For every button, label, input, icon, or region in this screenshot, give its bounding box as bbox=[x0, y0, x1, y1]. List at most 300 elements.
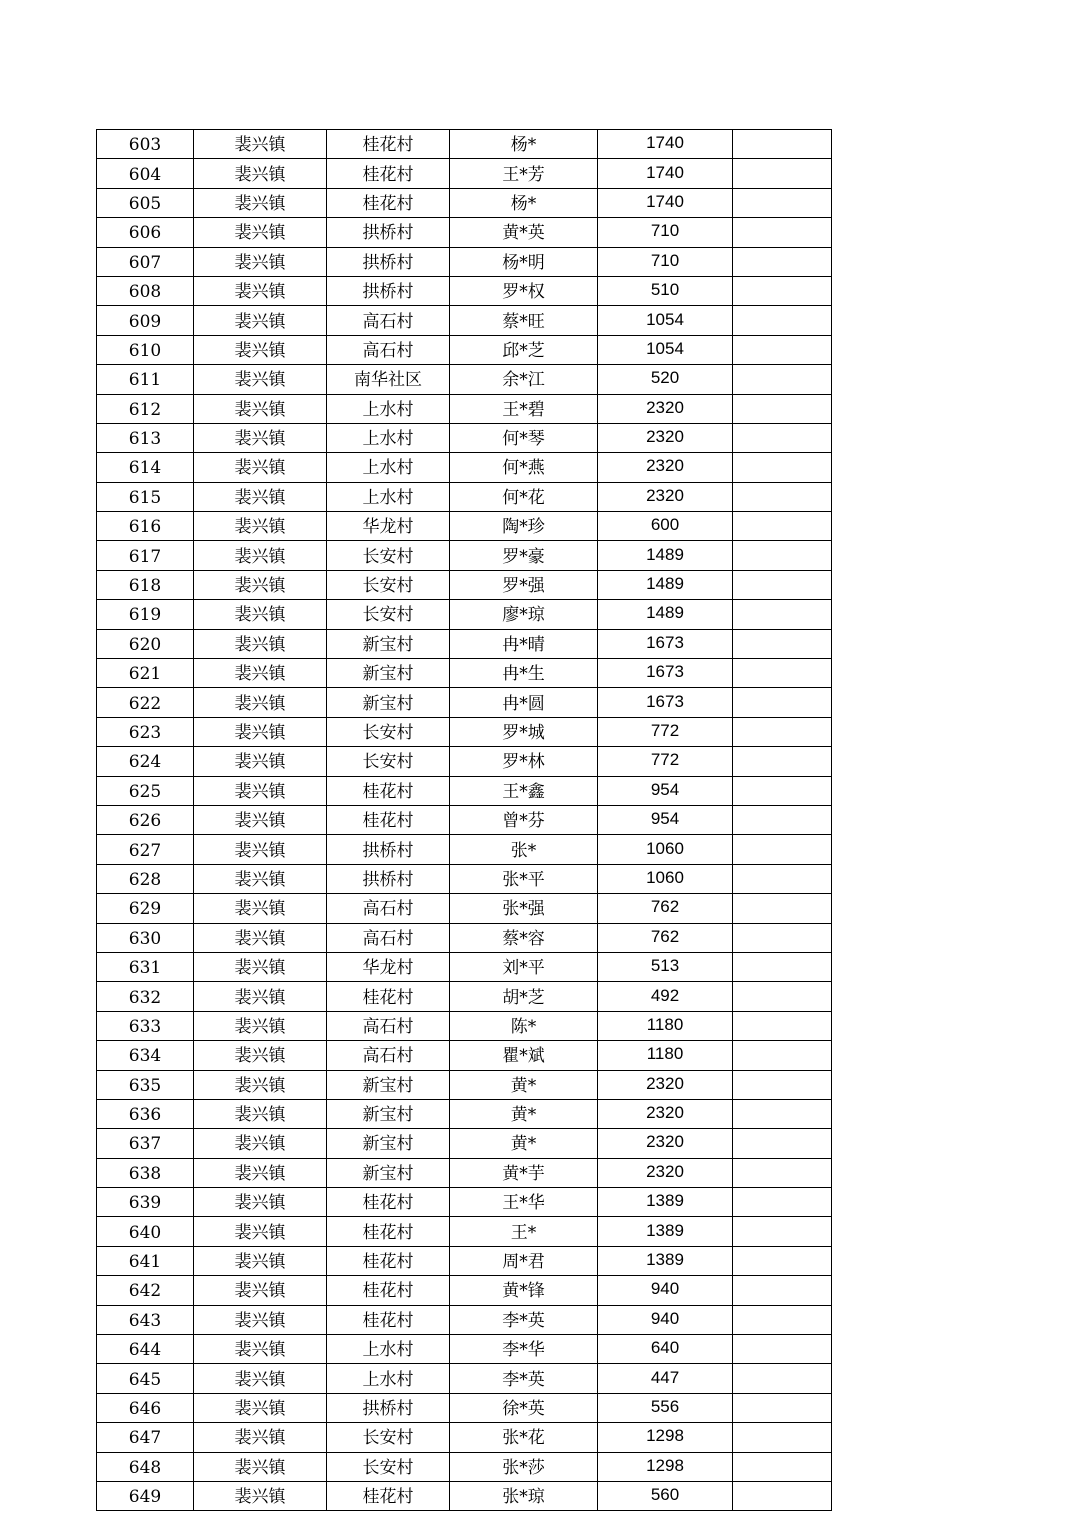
amount-cell: 1060 bbox=[598, 835, 733, 864]
name-cell: 曾*芬 bbox=[450, 805, 598, 834]
table-row bbox=[97, 835, 832, 864]
town-cell: 裴兴镇 bbox=[194, 864, 327, 893]
town-cell: 裴兴镇 bbox=[194, 923, 327, 952]
village-cell: 上水村 bbox=[327, 394, 450, 423]
village-cell: 桂花村 bbox=[327, 982, 450, 1011]
table-row bbox=[97, 306, 832, 335]
row-number-cell: 604 bbox=[97, 159, 194, 188]
town-cell: 裴兴镇 bbox=[194, 835, 327, 864]
amount-cell: 510 bbox=[598, 276, 733, 305]
table-row bbox=[97, 923, 832, 952]
name-cell: 罗*城 bbox=[450, 717, 598, 746]
town-cell: 裴兴镇 bbox=[194, 1452, 327, 1481]
row-number-cell: 646 bbox=[97, 1393, 194, 1422]
note-cell bbox=[733, 335, 832, 364]
table-row bbox=[97, 1246, 832, 1275]
town-cell: 裴兴镇 bbox=[194, 1188, 327, 1217]
table-row bbox=[97, 1188, 832, 1217]
name-cell: 张*花 bbox=[450, 1423, 598, 1452]
note-cell bbox=[733, 188, 832, 217]
amount-cell: 1489 bbox=[598, 570, 733, 599]
amount-cell: 447 bbox=[598, 1364, 733, 1393]
row-number-cell: 627 bbox=[97, 835, 194, 864]
row-number-cell: 634 bbox=[97, 1041, 194, 1070]
name-cell: 张*强 bbox=[450, 894, 598, 923]
note-cell bbox=[733, 864, 832, 893]
amount-cell: 762 bbox=[598, 923, 733, 952]
table-row bbox=[97, 1217, 832, 1246]
village-cell: 高石村 bbox=[327, 1011, 450, 1040]
amount-cell: 710 bbox=[598, 218, 733, 247]
amount-cell: 2320 bbox=[598, 1099, 733, 1128]
name-cell: 张* bbox=[450, 835, 598, 864]
table-row bbox=[97, 541, 832, 570]
town-cell: 裴兴镇 bbox=[194, 570, 327, 599]
amount-cell: 2320 bbox=[598, 453, 733, 482]
village-cell: 高石村 bbox=[327, 894, 450, 923]
note-cell bbox=[733, 776, 832, 805]
table-row bbox=[97, 1393, 832, 1422]
row-number-cell: 639 bbox=[97, 1188, 194, 1217]
amount-cell: 2320 bbox=[598, 1158, 733, 1187]
row-number-cell: 621 bbox=[97, 659, 194, 688]
town-cell: 裴兴镇 bbox=[194, 688, 327, 717]
village-cell: 桂花村 bbox=[327, 1246, 450, 1275]
note-cell bbox=[733, 1452, 832, 1481]
village-cell: 新宝村 bbox=[327, 1070, 450, 1099]
table-row bbox=[97, 1070, 832, 1099]
amount-cell: 1054 bbox=[598, 306, 733, 335]
note-cell bbox=[733, 952, 832, 981]
town-cell: 裴兴镇 bbox=[194, 1217, 327, 1246]
village-cell: 拱桥村 bbox=[327, 864, 450, 893]
town-cell: 裴兴镇 bbox=[194, 659, 327, 688]
town-cell: 裴兴镇 bbox=[194, 1335, 327, 1364]
note-cell bbox=[733, 1188, 832, 1217]
table-row bbox=[97, 188, 832, 217]
village-cell: 高石村 bbox=[327, 306, 450, 335]
name-cell: 蔡*旺 bbox=[450, 306, 598, 335]
town-cell: 裴兴镇 bbox=[194, 394, 327, 423]
village-cell: 桂花村 bbox=[327, 1481, 450, 1510]
name-cell: 胡*芝 bbox=[450, 982, 598, 1011]
note-cell bbox=[733, 1481, 832, 1510]
row-number-cell: 645 bbox=[97, 1364, 194, 1393]
amount-cell: 762 bbox=[598, 894, 733, 923]
table-row bbox=[97, 423, 832, 452]
town-cell: 裴兴镇 bbox=[194, 130, 327, 159]
note-cell bbox=[733, 982, 832, 1011]
note-cell bbox=[733, 805, 832, 834]
village-cell: 新宝村 bbox=[327, 688, 450, 717]
name-cell: 蔡*容 bbox=[450, 923, 598, 952]
table-row bbox=[97, 1335, 832, 1364]
row-number-cell: 615 bbox=[97, 482, 194, 511]
village-cell: 拱桥村 bbox=[327, 247, 450, 276]
row-number-cell: 635 bbox=[97, 1070, 194, 1099]
note-cell bbox=[733, 365, 832, 394]
town-cell: 裴兴镇 bbox=[194, 805, 327, 834]
amount-cell: 772 bbox=[598, 747, 733, 776]
town-cell: 裴兴镇 bbox=[194, 1481, 327, 1510]
note-cell bbox=[733, 629, 832, 658]
town-cell: 裴兴镇 bbox=[194, 512, 327, 541]
village-cell: 长安村 bbox=[327, 541, 450, 570]
table-row bbox=[97, 952, 832, 981]
amount-cell: 1389 bbox=[598, 1217, 733, 1246]
amount-cell: 560 bbox=[598, 1481, 733, 1510]
town-cell: 裴兴镇 bbox=[194, 218, 327, 247]
note-cell bbox=[733, 717, 832, 746]
amount-cell: 2320 bbox=[598, 1070, 733, 1099]
amount-cell: 1673 bbox=[598, 688, 733, 717]
row-number-cell: 644 bbox=[97, 1335, 194, 1364]
village-cell: 长安村 bbox=[327, 1423, 450, 1452]
amount-cell: 710 bbox=[598, 247, 733, 276]
village-cell: 南华社区 bbox=[327, 365, 450, 394]
amount-cell: 940 bbox=[598, 1305, 733, 1334]
name-cell: 李*英 bbox=[450, 1305, 598, 1334]
table-row bbox=[97, 600, 832, 629]
note-cell bbox=[733, 1423, 832, 1452]
village-cell: 桂花村 bbox=[327, 1276, 450, 1305]
town-cell: 裴兴镇 bbox=[194, 776, 327, 805]
village-cell: 桂花村 bbox=[327, 1188, 450, 1217]
table-row bbox=[97, 482, 832, 511]
row-number-cell: 640 bbox=[97, 1217, 194, 1246]
name-cell: 何*琴 bbox=[450, 423, 598, 452]
name-cell: 黄*英 bbox=[450, 218, 598, 247]
row-number-cell: 617 bbox=[97, 541, 194, 570]
name-cell: 邱*芝 bbox=[450, 335, 598, 364]
row-number-cell: 614 bbox=[97, 453, 194, 482]
row-number-cell: 624 bbox=[97, 747, 194, 776]
table-row bbox=[97, 688, 832, 717]
village-cell: 高石村 bbox=[327, 923, 450, 952]
row-number-cell: 618 bbox=[97, 570, 194, 599]
table-row bbox=[97, 1305, 832, 1334]
row-number-cell: 608 bbox=[97, 276, 194, 305]
town-cell: 裴兴镇 bbox=[194, 306, 327, 335]
name-cell: 张*琼 bbox=[450, 1481, 598, 1510]
village-cell: 桂花村 bbox=[327, 188, 450, 217]
village-cell: 桂花村 bbox=[327, 805, 450, 834]
row-number-cell: 620 bbox=[97, 629, 194, 658]
town-cell: 裴兴镇 bbox=[194, 600, 327, 629]
table-row bbox=[97, 130, 832, 159]
amount-cell: 1740 bbox=[598, 130, 733, 159]
town-cell: 裴兴镇 bbox=[194, 1041, 327, 1070]
note-cell bbox=[733, 1129, 832, 1158]
name-cell: 何*花 bbox=[450, 482, 598, 511]
amount-cell: 1298 bbox=[598, 1452, 733, 1481]
town-cell: 裴兴镇 bbox=[194, 1011, 327, 1040]
note-cell bbox=[733, 276, 832, 305]
note-cell bbox=[733, 1011, 832, 1040]
amount-cell: 954 bbox=[598, 805, 733, 834]
row-number-cell: 616 bbox=[97, 512, 194, 541]
amount-cell: 954 bbox=[598, 776, 733, 805]
row-number-cell: 603 bbox=[97, 130, 194, 159]
note-cell bbox=[733, 1099, 832, 1128]
town-cell: 裴兴镇 bbox=[194, 747, 327, 776]
note-cell bbox=[733, 835, 832, 864]
row-number-cell: 629 bbox=[97, 894, 194, 923]
table-row bbox=[97, 453, 832, 482]
name-cell: 黄* bbox=[450, 1070, 598, 1099]
amount-cell: 513 bbox=[598, 952, 733, 981]
village-cell: 长安村 bbox=[327, 747, 450, 776]
table-row bbox=[97, 1364, 832, 1393]
name-cell: 廖*琼 bbox=[450, 600, 598, 629]
amount-cell: 1054 bbox=[598, 335, 733, 364]
note-cell bbox=[733, 1158, 832, 1187]
table-row bbox=[97, 894, 832, 923]
row-number-cell: 622 bbox=[97, 688, 194, 717]
table-row bbox=[97, 805, 832, 834]
amount-cell: 1673 bbox=[598, 659, 733, 688]
table-row bbox=[97, 629, 832, 658]
name-cell: 冉*生 bbox=[450, 659, 598, 688]
amount-cell: 1489 bbox=[598, 541, 733, 570]
name-cell: 杨* bbox=[450, 188, 598, 217]
name-cell: 周*君 bbox=[450, 1246, 598, 1275]
town-cell: 裴兴镇 bbox=[194, 541, 327, 570]
name-cell: 罗*林 bbox=[450, 747, 598, 776]
amount-cell: 640 bbox=[598, 1335, 733, 1364]
name-cell: 冉*晴 bbox=[450, 629, 598, 658]
town-cell: 裴兴镇 bbox=[194, 1158, 327, 1187]
town-cell: 裴兴镇 bbox=[194, 1364, 327, 1393]
amount-cell: 1389 bbox=[598, 1188, 733, 1217]
row-number-cell: 611 bbox=[97, 365, 194, 394]
town-cell: 裴兴镇 bbox=[194, 1070, 327, 1099]
table-row bbox=[97, 570, 832, 599]
village-cell: 华龙村 bbox=[327, 952, 450, 981]
name-cell: 李*英 bbox=[450, 1364, 598, 1393]
note-cell bbox=[733, 1335, 832, 1364]
name-cell: 陶*珍 bbox=[450, 512, 598, 541]
name-cell: 黄* bbox=[450, 1129, 598, 1158]
table-row bbox=[97, 1481, 832, 1510]
row-number-cell: 647 bbox=[97, 1423, 194, 1452]
note-cell bbox=[733, 1276, 832, 1305]
table-row bbox=[97, 1011, 832, 1040]
village-cell: 新宝村 bbox=[327, 629, 450, 658]
town-cell: 裴兴镇 bbox=[194, 982, 327, 1011]
village-cell: 新宝村 bbox=[327, 1158, 450, 1187]
name-cell: 余*江 bbox=[450, 365, 598, 394]
town-cell: 裴兴镇 bbox=[194, 1276, 327, 1305]
table-row bbox=[97, 717, 832, 746]
row-number-cell: 631 bbox=[97, 952, 194, 981]
table-row bbox=[97, 659, 832, 688]
village-cell: 上水村 bbox=[327, 482, 450, 511]
table-row bbox=[97, 1276, 832, 1305]
town-cell: 裴兴镇 bbox=[194, 1393, 327, 1422]
village-cell: 桂花村 bbox=[327, 159, 450, 188]
village-cell: 长安村 bbox=[327, 600, 450, 629]
town-cell: 裴兴镇 bbox=[194, 894, 327, 923]
village-cell: 新宝村 bbox=[327, 659, 450, 688]
town-cell: 裴兴镇 bbox=[194, 952, 327, 981]
village-cell: 拱桥村 bbox=[327, 218, 450, 247]
note-cell bbox=[733, 1041, 832, 1070]
row-number-cell: 606 bbox=[97, 218, 194, 247]
amount-cell: 1489 bbox=[598, 600, 733, 629]
table-row bbox=[97, 365, 832, 394]
amount-cell: 1180 bbox=[598, 1011, 733, 1040]
note-cell bbox=[733, 747, 832, 776]
table-row bbox=[97, 1129, 832, 1158]
village-cell: 长安村 bbox=[327, 1452, 450, 1481]
village-cell: 上水村 bbox=[327, 453, 450, 482]
row-number-cell: 625 bbox=[97, 776, 194, 805]
note-cell bbox=[733, 306, 832, 335]
table-row bbox=[97, 776, 832, 805]
name-cell: 张*平 bbox=[450, 864, 598, 893]
village-cell: 桂花村 bbox=[327, 1217, 450, 1246]
amount-cell: 2320 bbox=[598, 482, 733, 511]
table-row bbox=[97, 247, 832, 276]
table-row bbox=[97, 335, 832, 364]
row-number-cell: 619 bbox=[97, 600, 194, 629]
village-cell: 新宝村 bbox=[327, 1129, 450, 1158]
row-number-cell: 633 bbox=[97, 1011, 194, 1040]
note-cell bbox=[733, 247, 832, 276]
table-row bbox=[97, 1158, 832, 1187]
village-cell: 桂花村 bbox=[327, 776, 450, 805]
table-row bbox=[97, 218, 832, 247]
note-cell bbox=[733, 1070, 832, 1099]
note-cell bbox=[733, 570, 832, 599]
village-cell: 拱桥村 bbox=[327, 1393, 450, 1422]
note-cell bbox=[733, 218, 832, 247]
town-cell: 裴兴镇 bbox=[194, 1246, 327, 1275]
amount-cell: 1298 bbox=[598, 1423, 733, 1452]
village-cell: 拱桥村 bbox=[327, 835, 450, 864]
town-cell: 裴兴镇 bbox=[194, 482, 327, 511]
village-cell: 上水村 bbox=[327, 1364, 450, 1393]
note-cell bbox=[733, 688, 832, 717]
row-number-cell: 643 bbox=[97, 1305, 194, 1334]
table-row bbox=[97, 1423, 832, 1452]
note-cell bbox=[733, 130, 832, 159]
note-cell bbox=[733, 159, 832, 188]
town-cell: 裴兴镇 bbox=[194, 717, 327, 746]
table-row bbox=[97, 1099, 832, 1128]
amount-cell: 940 bbox=[598, 1276, 733, 1305]
name-cell: 杨*明 bbox=[450, 247, 598, 276]
note-cell bbox=[733, 453, 832, 482]
row-number-cell: 649 bbox=[97, 1481, 194, 1510]
name-cell: 罗*豪 bbox=[450, 541, 598, 570]
town-cell: 裴兴镇 bbox=[194, 1099, 327, 1128]
name-cell: 王*碧 bbox=[450, 394, 598, 423]
note-cell bbox=[733, 1364, 832, 1393]
note-cell bbox=[733, 659, 832, 688]
row-number-cell: 610 bbox=[97, 335, 194, 364]
name-cell: 陈* bbox=[450, 1011, 598, 1040]
name-cell: 罗*强 bbox=[450, 570, 598, 599]
table-row bbox=[97, 1041, 832, 1070]
note-cell bbox=[733, 923, 832, 952]
note-cell bbox=[733, 541, 832, 570]
village-cell: 华龙村 bbox=[327, 512, 450, 541]
row-number-cell: 613 bbox=[97, 423, 194, 452]
town-cell: 裴兴镇 bbox=[194, 159, 327, 188]
table-row bbox=[97, 982, 832, 1011]
name-cell: 王*华 bbox=[450, 1188, 598, 1217]
row-number-cell: 628 bbox=[97, 864, 194, 893]
village-cell: 桂花村 bbox=[327, 1305, 450, 1334]
row-number-cell: 623 bbox=[97, 717, 194, 746]
note-cell bbox=[733, 394, 832, 423]
village-cell: 拱桥村 bbox=[327, 276, 450, 305]
table-row bbox=[97, 864, 832, 893]
row-number-cell: 632 bbox=[97, 982, 194, 1011]
amount-cell: 1673 bbox=[598, 629, 733, 658]
town-cell: 裴兴镇 bbox=[194, 1305, 327, 1334]
town-cell: 裴兴镇 bbox=[194, 276, 327, 305]
village-cell: 长安村 bbox=[327, 717, 450, 746]
amount-cell: 2320 bbox=[598, 423, 733, 452]
table-row bbox=[97, 159, 832, 188]
amount-cell: 520 bbox=[598, 365, 733, 394]
note-cell bbox=[733, 512, 832, 541]
town-cell: 裴兴镇 bbox=[194, 188, 327, 217]
data-table bbox=[96, 129, 832, 1511]
name-cell: 徐*英 bbox=[450, 1393, 598, 1422]
village-cell: 桂花村 bbox=[327, 130, 450, 159]
name-cell: 黄* bbox=[450, 1099, 598, 1128]
village-cell: 长安村 bbox=[327, 570, 450, 599]
name-cell: 冉*圆 bbox=[450, 688, 598, 717]
amount-cell: 556 bbox=[598, 1393, 733, 1422]
amount-cell: 1180 bbox=[598, 1041, 733, 1070]
name-cell: 黄*锋 bbox=[450, 1276, 598, 1305]
table-row bbox=[97, 1452, 832, 1481]
note-cell bbox=[733, 1393, 832, 1422]
town-cell: 裴兴镇 bbox=[194, 335, 327, 364]
note-cell bbox=[733, 482, 832, 511]
row-number-cell: 630 bbox=[97, 923, 194, 952]
amount-cell: 772 bbox=[598, 717, 733, 746]
amount-cell: 600 bbox=[598, 512, 733, 541]
row-number-cell: 648 bbox=[97, 1452, 194, 1481]
row-number-cell: 637 bbox=[97, 1129, 194, 1158]
amount-cell: 492 bbox=[598, 982, 733, 1011]
name-cell: 王*鑫 bbox=[450, 776, 598, 805]
village-cell: 上水村 bbox=[327, 423, 450, 452]
name-cell: 刘*平 bbox=[450, 952, 598, 981]
amount-cell: 2320 bbox=[598, 394, 733, 423]
note-cell bbox=[733, 1305, 832, 1334]
amount-cell: 1740 bbox=[598, 159, 733, 188]
village-cell: 高石村 bbox=[327, 335, 450, 364]
town-cell: 裴兴镇 bbox=[194, 629, 327, 658]
row-number-cell: 641 bbox=[97, 1246, 194, 1275]
note-cell bbox=[733, 423, 832, 452]
name-cell: 张*莎 bbox=[450, 1452, 598, 1481]
table-body bbox=[97, 130, 832, 1511]
town-cell: 裴兴镇 bbox=[194, 453, 327, 482]
town-cell: 裴兴镇 bbox=[194, 247, 327, 276]
name-cell: 罗*权 bbox=[450, 276, 598, 305]
row-number-cell: 626 bbox=[97, 805, 194, 834]
name-cell: 杨* bbox=[450, 130, 598, 159]
row-number-cell: 609 bbox=[97, 306, 194, 335]
